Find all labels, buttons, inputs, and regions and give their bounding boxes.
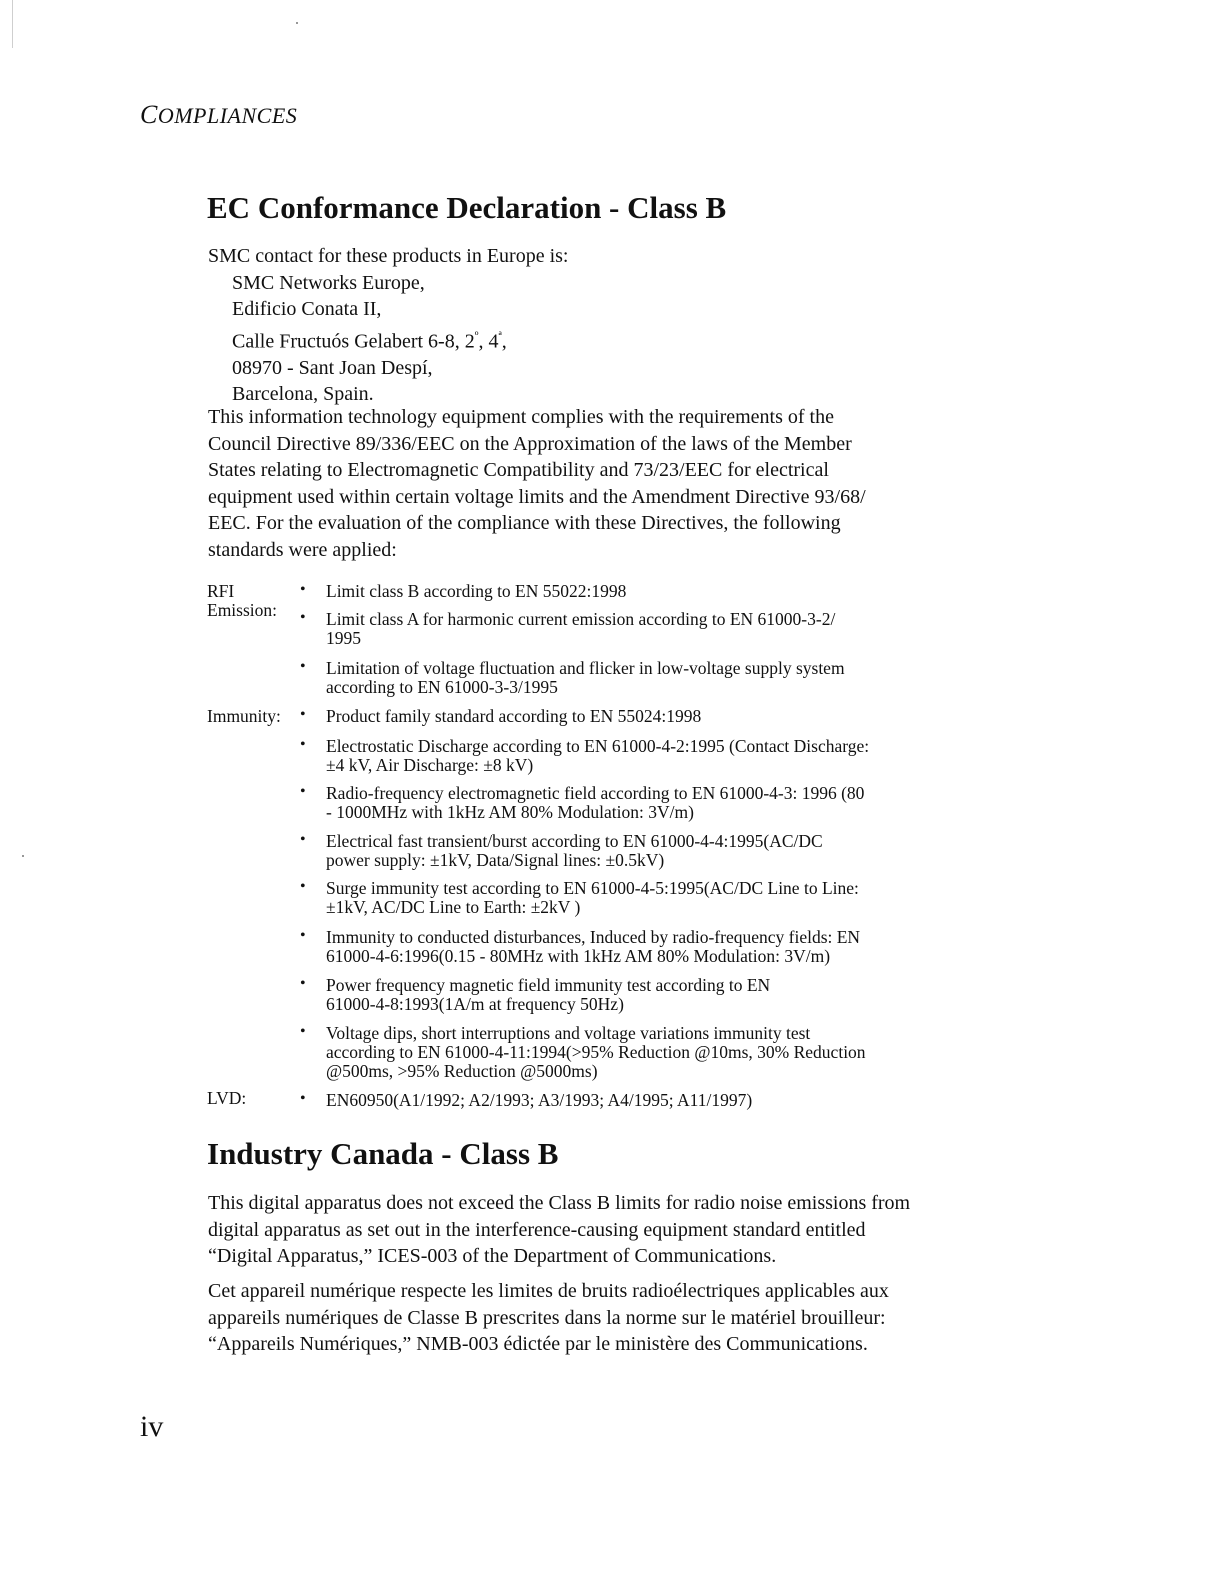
bullet-icon: • — [300, 609, 306, 626]
bullet-icon: • — [300, 1023, 306, 1040]
running-head-text: COMPLIANCES — [140, 100, 298, 129]
body-line: standards were applied: — [208, 538, 397, 561]
immunity-label: Immunity: — [207, 706, 281, 726]
body-line: Council Directive 89/336/EEC on the Approximation of the laws of the Member — [208, 432, 852, 455]
address-line: SMC Networks Europe, — [232, 271, 425, 294]
immunity-item-text: Power frequency magnetic field immunity test according to EN 61000-4-8:1993(1A/m at frequency 50Hz) — [326, 975, 771, 1014]
body-line: States relating to Electromagnetic Compatibility and 73/23/EEC for electrical — [208, 459, 829, 481]
rfi-item-text: Limitation of voltage fluctuation and flicker in low-voltage supply system according to EN 61000-3-3/1995 — [326, 658, 845, 697]
body-line: “Digital Apparatus,” ICES-003 of the Department of Communications. — [208, 1245, 777, 1267]
immunity-item-text: Radio-frequency electromagnetic field according to EN 61000-4-3: 1996 (80 - 1000MHz with 1kHz AM 80% Modulation: 3V/m) — [326, 783, 865, 822]
bullet-icon: • — [300, 831, 306, 848]
bullet-icon: • — [300, 658, 306, 675]
immunity-item — [302, 784, 952, 822]
address-line: Edificio Conata II, — [232, 298, 382, 320]
lvd-item — [302, 1091, 952, 1110]
immunity-item — [302, 928, 952, 966]
scan-edge-mark — [12, 0, 13, 48]
canada-section-title: Industry Canada - Class B — [207, 1136, 559, 1171]
immunity-item-text: Voltage dips, short interruptions and voltage variations immunity test according to EN 61000-4-11:1994(>95% Reduction @10ms, 30% Reduction @500ms, >95% Reduction @5000ms) — [326, 1023, 866, 1081]
running-head — [140, 100, 297, 130]
rfi-item — [302, 582, 952, 601]
body-line: “Appareils Numériques,” NMB-003 édictée par le ministère des Communications. — [208, 1333, 868, 1355]
immunity-item — [302, 707, 952, 726]
address-line: 08970 - Sant Joan Despí, — [232, 356, 433, 379]
scan-speck — [22, 855, 24, 857]
bullet-icon: • — [300, 706, 306, 723]
lvd-item-text: EN60950(A1/1992; A2/1993; A3/1993; A4/1995; A11/1997) — [326, 1090, 753, 1110]
rfi-item-text: Limit class B according to EN 55022:1998 — [326, 581, 627, 601]
ec-section-title: EC Conformance Declaration - Class B — [207, 190, 727, 225]
body-line: equipment used within certain voltage limits and the Amendment Directive 93/68/ — [208, 485, 866, 508]
address-line: Calle Fructuós Gelabert 6-8, $2^º$, $4^ª$, — [232, 328, 507, 353]
rfi-emission-label: RFI Emission: — [207, 581, 278, 620]
body-line: appareils numériques de Classe B prescrites dans la norme sur le matériel brouilleur: — [208, 1306, 886, 1329]
body-line: Cet appareil numérique respecte les limites de bruits radioélectriques applicables aux — [208, 1280, 889, 1302]
rfi-item-text: Limit class A for harmonic current emission according to EN 61000-3-2/ 1995 — [326, 609, 836, 648]
immunity-item-text: Immunity to conducted disturbances, Induced by radio-frequency fields: EN 61000-4-6:1996(0.15 - 80MHz with 1kHz AM 80% Modulation: 3V/m) — [326, 927, 861, 966]
body-line: This digital apparatus does not exceed the Class B limits for radio noise emissions from — [208, 1192, 911, 1214]
address-line: Barcelona, Spain. — [232, 383, 374, 406]
scan-speck — [296, 22, 298, 24]
bullet-icon: • — [300, 736, 306, 753]
immunity-item — [302, 737, 952, 775]
body-line: EEC. For the evaluation of the compliance with these Directives, the following — [208, 512, 841, 534]
lvd-label: LVD: — [207, 1088, 247, 1108]
rfi-item — [302, 659, 952, 697]
body-line: This information technology equipment complies with the requirements of the — [208, 406, 834, 428]
bullet-icon: • — [300, 878, 306, 895]
bullet-icon: • — [300, 1090, 306, 1107]
canada-french-paragraph — [208, 1278, 968, 1358]
body-line: digital apparatus as set out in the interference-causing equipment standard entitled — [208, 1218, 866, 1241]
immunity-item-text: Electrostatic Discharge according to EN 61000-4-2:1995 (Contact Discharge: ±4 kV, Air Discharge: ±8 kV) — [326, 736, 870, 775]
ec-body-paragraph — [208, 404, 968, 563]
immunity-item-text: Product family standard according to EN 55024:1998 — [326, 706, 702, 726]
contact-block — [208, 243, 569, 408]
immunity-item — [302, 1024, 952, 1081]
bullet-icon: • — [300, 581, 306, 598]
immunity-item-text: Surge immunity test according to EN 61000-4-5:1995(AC/DC Line to Line: ±1kV, AC/DC Line to Earth: ±2kV ) — [326, 878, 859, 917]
bullet-icon: • — [300, 975, 306, 992]
immunity-item-text: Electrical fast transient/burst according to EN 61000-4-4:1995(AC/DC power supply: ±1kV, Data/Signal lines: ±0.5kV) — [326, 831, 823, 870]
bullet-icon: • — [300, 783, 306, 800]
page-number: iv — [140, 1410, 164, 1443]
immunity-item — [302, 879, 952, 917]
rfi-item — [302, 610, 952, 648]
immunity-item — [302, 832, 952, 870]
contact-intro: SMC contact for these products in Europe is: — [208, 245, 569, 267]
bullet-icon: • — [300, 927, 306, 944]
canada-english-paragraph — [208, 1190, 968, 1270]
immunity-item — [302, 976, 952, 1014]
